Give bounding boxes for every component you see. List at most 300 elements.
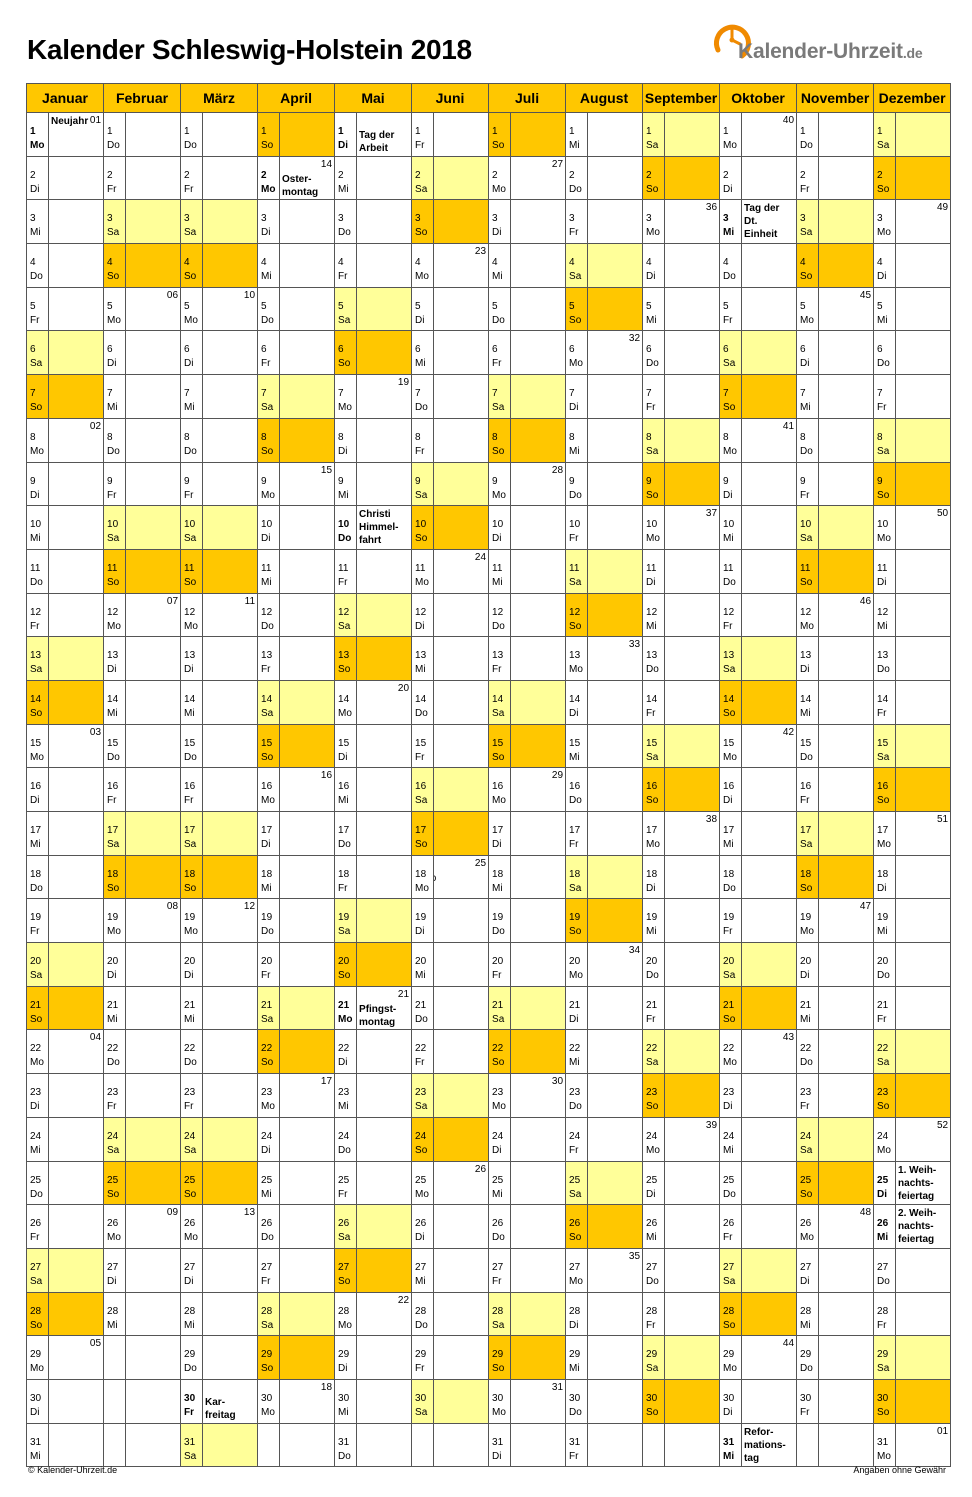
day-cell[interactable] — [335, 244, 357, 288]
day-cell[interactable] — [874, 1205, 896, 1249]
day-cell[interactable] — [566, 943, 588, 987]
day-cell[interactable] — [258, 1248, 280, 1292]
day-cell[interactable] — [27, 637, 49, 681]
day-cell[interactable] — [797, 1074, 819, 1118]
day-cell[interactable] — [566, 331, 588, 375]
day-cell[interactable] — [258, 637, 280, 681]
day-cell[interactable] — [720, 1336, 742, 1380]
day-cell[interactable] — [258, 418, 280, 462]
day-cell[interactable] — [720, 113, 742, 157]
day-cell[interactable] — [720, 986, 742, 1030]
day-cell[interactable] — [643, 724, 665, 768]
day-cell[interactable] — [335, 1379, 357, 1423]
day-cell[interactable] — [797, 899, 819, 943]
day-cell[interactable] — [720, 593, 742, 637]
day-cell[interactable] — [643, 1205, 665, 1249]
day-cell[interactable] — [335, 331, 357, 375]
day-cell[interactable] — [412, 724, 434, 768]
day-cell[interactable] — [797, 943, 819, 987]
day-cell[interactable] — [643, 156, 665, 200]
day-cell[interactable] — [797, 1292, 819, 1336]
day-cell[interactable] — [27, 724, 49, 768]
day-cell[interactable] — [412, 418, 434, 462]
day-cell[interactable] — [181, 1248, 203, 1292]
day-cell[interactable] — [27, 680, 49, 724]
day-cell[interactable] — [566, 1030, 588, 1074]
day-cell[interactable] — [258, 680, 280, 724]
day-cell[interactable] — [412, 899, 434, 943]
day-cell[interactable] — [335, 986, 357, 1030]
day-cell[interactable] — [489, 113, 511, 157]
day-cell[interactable] — [643, 680, 665, 724]
day-cell[interactable] — [566, 462, 588, 506]
day-cell[interactable] — [874, 593, 896, 637]
day-cell[interactable] — [258, 899, 280, 943]
day-cell[interactable] — [874, 1030, 896, 1074]
day-cell[interactable] — [104, 1161, 126, 1205]
day-cell[interactable] — [258, 331, 280, 375]
day-cell[interactable] — [27, 113, 49, 157]
day-cell[interactable] — [258, 1030, 280, 1074]
day-cell[interactable] — [412, 1292, 434, 1336]
day-cell[interactable] — [566, 855, 588, 899]
day-cell[interactable] — [258, 986, 280, 1030]
day-cell[interactable] — [258, 593, 280, 637]
day-cell[interactable] — [27, 506, 49, 550]
day-cell[interactable] — [643, 200, 665, 244]
day-cell[interactable] — [720, 1248, 742, 1292]
day-cell[interactable] — [104, 1117, 126, 1161]
day-cell[interactable] — [104, 200, 126, 244]
day-cell[interactable] — [104, 156, 126, 200]
day-cell[interactable] — [643, 812, 665, 856]
day-cell[interactable] — [335, 200, 357, 244]
day-cell[interactable] — [412, 506, 434, 550]
day-cell[interactable] — [797, 768, 819, 812]
day-cell[interactable] — [27, 899, 49, 943]
day-cell[interactable] — [797, 1379, 819, 1423]
day-cell[interactable] — [797, 1030, 819, 1074]
day-cell[interactable] — [566, 418, 588, 462]
day-cell[interactable] — [566, 1336, 588, 1380]
day-cell[interactable] — [412, 1117, 434, 1161]
day-cell[interactable] — [489, 899, 511, 943]
day-cell[interactable] — [335, 1161, 357, 1205]
day-cell[interactable] — [104, 943, 126, 987]
day-cell[interactable] — [181, 768, 203, 812]
day-cell[interactable] — [489, 1205, 511, 1249]
day-cell[interactable] — [643, 287, 665, 331]
day-cell[interactable] — [104, 1074, 126, 1118]
day-cell[interactable] — [797, 244, 819, 288]
day-cell[interactable] — [720, 637, 742, 681]
day-cell[interactable] — [797, 812, 819, 856]
day-cell[interactable] — [104, 593, 126, 637]
day-cell[interactable] — [181, 1205, 203, 1249]
day-cell[interactable] — [874, 812, 896, 856]
day-cell[interactable] — [489, 156, 511, 200]
day-cell[interactable] — [874, 1161, 896, 1205]
day-cell[interactable] — [27, 1161, 49, 1205]
day-cell[interactable] — [720, 200, 742, 244]
day-cell[interactable] — [720, 1292, 742, 1336]
day-cell[interactable] — [27, 1030, 49, 1074]
day-cell[interactable] — [643, 899, 665, 943]
day-cell[interactable] — [27, 1379, 49, 1423]
day-cell[interactable] — [104, 287, 126, 331]
day-cell[interactable] — [720, 1030, 742, 1074]
day-cell[interactable] — [797, 418, 819, 462]
day-cell[interactable] — [27, 418, 49, 462]
day-cell[interactable] — [181, 331, 203, 375]
day-cell[interactable] — [643, 1161, 665, 1205]
day-cell[interactable] — [27, 200, 49, 244]
day-cell[interactable] — [181, 812, 203, 856]
day-cell[interactable] — [104, 506, 126, 550]
day-cell[interactable] — [104, 637, 126, 681]
day-cell[interactable] — [797, 637, 819, 681]
day-cell[interactable] — [720, 768, 742, 812]
day-cell[interactable] — [335, 462, 357, 506]
day-cell[interactable] — [258, 724, 280, 768]
day-cell[interactable] — [720, 1161, 742, 1205]
day-cell[interactable] — [720, 506, 742, 550]
day-cell[interactable] — [489, 812, 511, 856]
day-cell[interactable] — [412, 375, 434, 419]
day-cell[interactable] — [566, 113, 588, 157]
day-cell[interactable] — [797, 331, 819, 375]
day-cell[interactable] — [335, 1074, 357, 1118]
day-cell[interactable] — [104, 986, 126, 1030]
day-cell[interactable] — [335, 812, 357, 856]
day-cell[interactable] — [335, 724, 357, 768]
day-cell[interactable] — [489, 637, 511, 681]
day-cell[interactable] — [874, 680, 896, 724]
day-cell[interactable] — [643, 549, 665, 593]
day-cell[interactable] — [874, 549, 896, 593]
day-cell[interactable] — [566, 287, 588, 331]
day-cell[interactable] — [27, 768, 49, 812]
day-cell[interactable] — [104, 113, 126, 157]
day-cell[interactable] — [566, 1205, 588, 1249]
day-cell[interactable] — [335, 287, 357, 331]
day-cell[interactable] — [566, 1074, 588, 1118]
day-cell[interactable] — [874, 1117, 896, 1161]
day-cell[interactable] — [489, 331, 511, 375]
day-cell[interactable] — [258, 1379, 280, 1423]
day-cell[interactable] — [874, 768, 896, 812]
day-cell[interactable] — [335, 375, 357, 419]
day-cell[interactable] — [181, 986, 203, 1030]
day-cell[interactable] — [181, 1336, 203, 1380]
day-cell[interactable] — [335, 1248, 357, 1292]
day-cell[interactable] — [258, 1161, 280, 1205]
day-cell[interactable] — [874, 200, 896, 244]
day-cell[interactable] — [412, 331, 434, 375]
day-cell[interactable] — [181, 244, 203, 288]
day-cell[interactable] — [181, 1030, 203, 1074]
day-cell[interactable] — [566, 156, 588, 200]
day-cell[interactable] — [874, 331, 896, 375]
day-cell[interactable] — [181, 1423, 203, 1467]
day-cell[interactable] — [720, 1205, 742, 1249]
day-cell[interactable] — [258, 855, 280, 899]
day-cell[interactable] — [412, 462, 434, 506]
day-cell[interactable] — [181, 899, 203, 943]
day-cell[interactable] — [489, 506, 511, 550]
day-cell[interactable] — [412, 1336, 434, 1380]
day-cell[interactable] — [412, 1074, 434, 1118]
day-cell[interactable] — [720, 287, 742, 331]
day-cell[interactable] — [258, 287, 280, 331]
day-cell[interactable] — [566, 812, 588, 856]
day-cell[interactable] — [797, 986, 819, 1030]
day-cell[interactable] — [412, 637, 434, 681]
day-cell[interactable] — [797, 593, 819, 637]
day-cell[interactable] — [412, 1030, 434, 1074]
day-cell[interactable] — [104, 1248, 126, 1292]
day-cell[interactable] — [489, 724, 511, 768]
day-cell[interactable] — [720, 331, 742, 375]
day-cell[interactable] — [412, 1205, 434, 1249]
day-cell[interactable] — [335, 637, 357, 681]
day-cell[interactable] — [566, 506, 588, 550]
day-cell[interactable] — [797, 506, 819, 550]
day-cell[interactable] — [489, 375, 511, 419]
day-cell[interactable] — [566, 1292, 588, 1336]
day-cell[interactable] — [874, 1074, 896, 1118]
day-cell[interactable] — [489, 1379, 511, 1423]
day-cell[interactable] — [874, 1336, 896, 1380]
day-cell[interactable] — [181, 375, 203, 419]
day-cell[interactable] — [27, 156, 49, 200]
day-cell[interactable] — [797, 1336, 819, 1380]
day-cell[interactable] — [335, 549, 357, 593]
day-cell[interactable] — [643, 1379, 665, 1423]
day-cell[interactable] — [412, 1161, 434, 1205]
day-cell[interactable] — [258, 549, 280, 593]
day-cell[interactable] — [104, 812, 126, 856]
day-cell[interactable] — [566, 680, 588, 724]
day-cell[interactable] — [874, 1379, 896, 1423]
day-cell[interactable] — [335, 1117, 357, 1161]
day-cell[interactable] — [258, 1336, 280, 1380]
day-cell[interactable] — [412, 943, 434, 987]
day-cell[interactable] — [566, 593, 588, 637]
day-cell[interactable] — [874, 244, 896, 288]
day-cell[interactable] — [566, 768, 588, 812]
day-cell[interactable] — [104, 244, 126, 288]
day-cell[interactable] — [643, 637, 665, 681]
day-cell[interactable] — [258, 768, 280, 812]
day-cell[interactable] — [335, 1292, 357, 1336]
day-cell[interactable] — [27, 375, 49, 419]
day-cell[interactable] — [27, 855, 49, 899]
day-cell[interactable] — [489, 1423, 511, 1467]
day-cell[interactable] — [489, 943, 511, 987]
day-cell[interactable] — [27, 287, 49, 331]
day-cell[interactable] — [489, 855, 511, 899]
day-cell[interactable] — [797, 1205, 819, 1249]
day-cell[interactable] — [104, 855, 126, 899]
day-cell[interactable] — [874, 418, 896, 462]
day-cell[interactable] — [874, 1423, 896, 1467]
day-cell[interactable] — [181, 1117, 203, 1161]
day-cell[interactable] — [27, 812, 49, 856]
day-cell[interactable] — [181, 113, 203, 157]
day-cell[interactable] — [566, 1423, 588, 1467]
day-cell[interactable] — [489, 549, 511, 593]
day-cell[interactable] — [104, 462, 126, 506]
day-cell[interactable] — [643, 462, 665, 506]
day-cell[interactable] — [181, 1292, 203, 1336]
day-cell[interactable] — [489, 1030, 511, 1074]
day-cell[interactable] — [643, 375, 665, 419]
day-cell[interactable] — [181, 1074, 203, 1118]
day-cell[interactable] — [104, 375, 126, 419]
day-cell[interactable] — [797, 113, 819, 157]
day-cell[interactable] — [874, 943, 896, 987]
day-cell[interactable] — [643, 986, 665, 1030]
day-cell[interactable] — [412, 593, 434, 637]
day-cell[interactable] — [335, 768, 357, 812]
day-cell[interactable] — [335, 943, 357, 987]
day-cell[interactable] — [643, 768, 665, 812]
day-cell[interactable] — [874, 462, 896, 506]
day-cell[interactable] — [412, 812, 434, 856]
day-cell[interactable] — [412, 680, 434, 724]
day-cell[interactable] — [104, 680, 126, 724]
day-cell[interactable] — [720, 1379, 742, 1423]
day-cell[interactable] — [258, 1205, 280, 1249]
day-cell[interactable] — [720, 156, 742, 200]
day-cell[interactable] — [566, 1379, 588, 1423]
day-cell[interactable] — [412, 1248, 434, 1292]
day-cell[interactable] — [489, 593, 511, 637]
day-cell[interactable] — [874, 637, 896, 681]
day-cell[interactable] — [643, 593, 665, 637]
day-cell[interactable] — [566, 375, 588, 419]
day-cell[interactable] — [181, 855, 203, 899]
day-cell[interactable] — [335, 418, 357, 462]
day-cell[interactable] — [797, 1248, 819, 1292]
day-cell[interactable] — [874, 899, 896, 943]
day-cell[interactable] — [489, 680, 511, 724]
day-cell[interactable] — [104, 418, 126, 462]
day-cell[interactable] — [258, 506, 280, 550]
day-cell[interactable] — [335, 1030, 357, 1074]
day-cell[interactable] — [181, 287, 203, 331]
day-cell[interactable] — [566, 899, 588, 943]
day-cell[interactable] — [720, 943, 742, 987]
day-cell[interactable] — [489, 1336, 511, 1380]
day-cell[interactable] — [720, 549, 742, 593]
day-cell[interactable] — [797, 287, 819, 331]
day-cell[interactable] — [412, 1379, 434, 1423]
day-cell[interactable] — [874, 855, 896, 899]
day-cell[interactable] — [335, 156, 357, 200]
day-cell[interactable] — [335, 1423, 357, 1467]
day-cell[interactable] — [181, 418, 203, 462]
day-cell[interactable] — [720, 1074, 742, 1118]
day-cell[interactable] — [643, 113, 665, 157]
day-cell[interactable] — [27, 549, 49, 593]
day-cell[interactable] — [797, 156, 819, 200]
day-cell[interactable] — [258, 113, 280, 157]
day-cell[interactable] — [797, 375, 819, 419]
day-cell[interactable] — [797, 724, 819, 768]
day-cell[interactable] — [720, 680, 742, 724]
day-cell[interactable] — [797, 1117, 819, 1161]
day-cell[interactable] — [335, 506, 357, 550]
day-cell[interactable] — [566, 1117, 588, 1161]
day-cell[interactable] — [720, 375, 742, 419]
day-cell[interactable] — [874, 1248, 896, 1292]
day-cell[interactable] — [104, 768, 126, 812]
day-cell[interactable] — [335, 593, 357, 637]
day-cell[interactable] — [566, 637, 588, 681]
day-cell[interactable] — [181, 680, 203, 724]
day-cell[interactable] — [412, 200, 434, 244]
day-cell[interactable] — [489, 1117, 511, 1161]
day-cell[interactable] — [797, 855, 819, 899]
day-cell[interactable] — [643, 1248, 665, 1292]
day-cell[interactable] — [258, 200, 280, 244]
day-cell[interactable] — [874, 724, 896, 768]
day-cell[interactable] — [720, 1423, 742, 1467]
day-cell[interactable] — [489, 1292, 511, 1336]
day-cell[interactable] — [566, 549, 588, 593]
day-cell[interactable] — [566, 1248, 588, 1292]
day-cell[interactable] — [643, 855, 665, 899]
day-cell[interactable] — [258, 812, 280, 856]
day-cell[interactable] — [181, 724, 203, 768]
day-cell[interactable] — [181, 943, 203, 987]
day-cell[interactable] — [181, 549, 203, 593]
day-cell[interactable] — [720, 899, 742, 943]
day-cell[interactable] — [720, 462, 742, 506]
day-cell[interactable] — [489, 986, 511, 1030]
day-cell[interactable] — [489, 418, 511, 462]
day-cell[interactable] — [258, 375, 280, 419]
day-cell[interactable] — [412, 244, 434, 288]
day-cell[interactable] — [412, 549, 434, 593]
day-cell[interactable] — [335, 1205, 357, 1249]
day-cell[interactable] — [104, 331, 126, 375]
day-cell[interactable] — [27, 943, 49, 987]
day-cell[interactable] — [181, 462, 203, 506]
day-cell[interactable] — [258, 1292, 280, 1336]
day-cell[interactable] — [566, 986, 588, 1030]
day-cell[interactable] — [412, 113, 434, 157]
day-cell[interactable] — [643, 506, 665, 550]
day-cell[interactable] — [643, 418, 665, 462]
day-cell[interactable] — [27, 1423, 49, 1467]
day-cell[interactable] — [489, 287, 511, 331]
day-cell[interactable] — [874, 113, 896, 157]
day-cell[interactable] — [181, 506, 203, 550]
day-cell[interactable] — [104, 1292, 126, 1336]
day-cell[interactable] — [874, 375, 896, 419]
day-cell[interactable] — [489, 244, 511, 288]
day-cell[interactable] — [874, 986, 896, 1030]
day-cell[interactable] — [181, 1161, 203, 1205]
day-cell[interactable] — [258, 943, 280, 987]
day-cell[interactable] — [489, 462, 511, 506]
day-cell[interactable] — [643, 331, 665, 375]
day-cell[interactable] — [181, 593, 203, 637]
day-cell[interactable] — [412, 768, 434, 812]
